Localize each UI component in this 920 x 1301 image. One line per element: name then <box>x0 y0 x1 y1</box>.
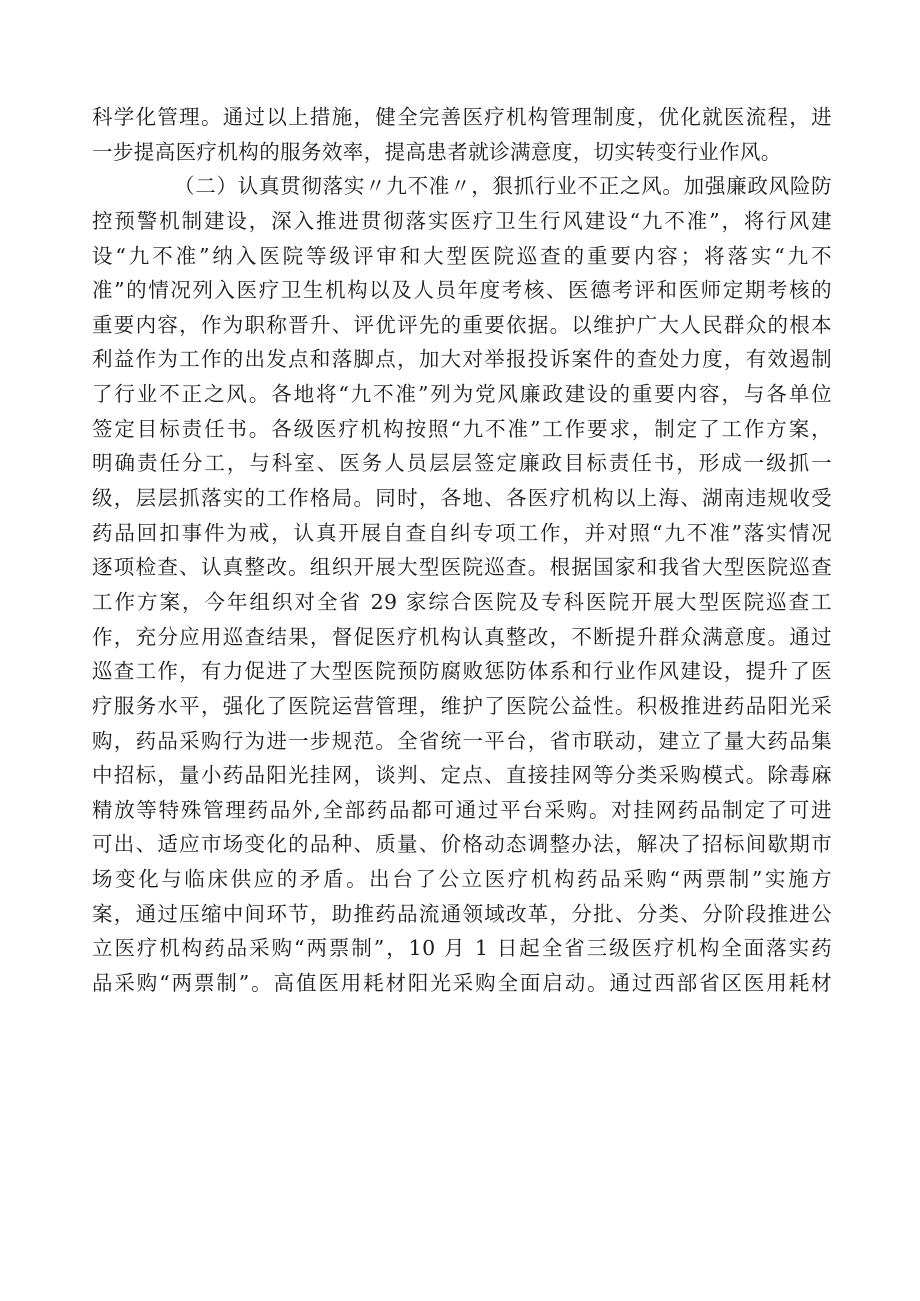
section-heading-line: （二）认真贯彻落实〃九不准〃，狠抓行业不正之风。加强廉政风险防 <box>174 174 832 199</box>
text-line: 科学化管理。通过以上措施，健全完善医疗机构管理制度，优化就医流程，进 <box>92 105 832 129</box>
text-line: 控预警机制建设，深入推进贯彻落实医疗卫生行风建设“九不准”，将行风建 <box>92 208 832 233</box>
text-line: 疗服务水平，强化了医院运营管理，维护了医院公益性。积极推进药品阳光采 <box>92 693 832 718</box>
text-line: 签定目标责任书。各级医疗机构按照“九不准”工作要求，制定了工作方案， <box>92 416 832 441</box>
text-line: 利益作为工作的出发点和落脚点，加大对举报投诉案件的查处力度，有效遏制 <box>92 347 832 372</box>
text-line: 准”的情况列入医疗卫生机构以及人员年度考核、医德考评和医师定期考核的 <box>92 278 832 303</box>
text-line: 可出、适应市场变化的品种、质量、价格动态调整办法，解决了招标间歇期市 <box>92 832 832 857</box>
text-line: 购，药品采购行为进一步规范。全省统一平台，省市联动，建立了量大药品集 <box>92 728 832 753</box>
text-line: 案，通过压缩中间环节，助推药品流通领域改革，分批、分类、分阶段推进公 <box>92 901 832 926</box>
text-line: 明确责任分工，与科室、医务人员层层签定廉政目标责任书，形成一级抓一 <box>92 451 832 476</box>
text-line: 药品回扣事件为戒，认真开展自查自纠专项工作，并对照“九不准”落实情况 <box>92 520 832 545</box>
text-line: 精放等特殊管理药品外,全部药品都可通过平台采购。对挂网药品制定了可进 <box>92 797 832 822</box>
text-line: 品采购“两票制”。高值医用耗材阳光采购全面启动。通过西部省区医用耗材 <box>92 971 832 996</box>
text-line: 逐项检查、认真整改。组织开展大型医院巡查。根据国家和我省大型医院巡查 <box>92 555 832 580</box>
text-line: 级，层层抓落实的工作格局。同时，各地、各医疗机构以上海、湖南违规收受 <box>92 486 832 511</box>
body-text <box>92 100 832 1001</box>
text-line: 巡查工作，有力促进了大型医院预防腐败惩防体系和行业作风建设，提升了医 <box>92 659 832 684</box>
text-line: 作，充分应用巡查结果，督促医疗机构认真整改，不断提升群众满意度。通过 <box>92 624 832 649</box>
text-line: 一步提高医疗机构的服务效率，提高患者就诊满意度，切实转变行业作风。 <box>92 139 782 164</box>
text-line: 场变化与临床供应的矛盾。出台了公立医疗机构药品采购“两票制”实施方 <box>92 867 832 892</box>
text-line: 工作方案，今年组织对全省 29 家综合医院及专科医院开展大型医院巡查工 <box>92 589 832 614</box>
text-line: 设“九不准”纳入医院等级评审和大型医院巡查的重要内容；将落实“九不 <box>92 243 832 268</box>
text-line: 了行业不正之风。各地将“九不准”列为党风廉政建设的重要内容，与各单位 <box>92 382 832 407</box>
text-line: 重要内容，作为职称晋升、评优评先的重要依据。以维护广大人民群众的根本 <box>92 312 832 337</box>
text-line: 中招标，量小药品阳光挂网，谈判、定点、直接挂网等分类采购模式。除毒麻 <box>92 763 832 788</box>
text-line: 立医疗机构药品采购“两票制”，10 月 1 日起全省三级医疗机构全面落实药 <box>92 936 832 961</box>
